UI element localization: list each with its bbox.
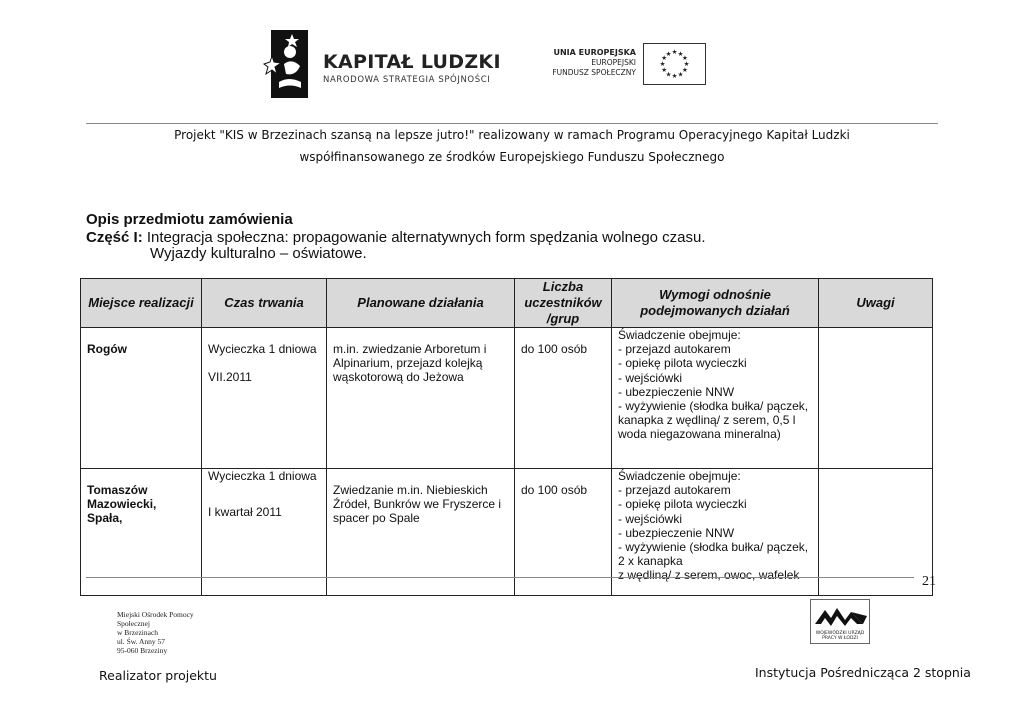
eu-star-icon: ★ xyxy=(671,49,678,57)
cell-activities: m.in. zwiedzanie Arboretum i Alpinarium, przejazd kolejką wąskotorową do Jeżowa xyxy=(327,328,515,469)
kapital-ludzki-title: KAPITAŁ LUDZKI xyxy=(323,51,501,73)
col-header-location: Miejsce realizacji xyxy=(81,279,202,328)
duration-date: VII.2011 xyxy=(208,370,252,385)
part-subtitle: Wyjazdy kulturalno – oświatowe. xyxy=(150,245,367,262)
eu-star-icon: ★ xyxy=(661,67,668,75)
col-header-participants: Liczba uczestników /grup xyxy=(515,279,612,328)
requirement-line: - ubezpieczenie NNW xyxy=(618,525,735,540)
footer-divider xyxy=(86,577,914,578)
eu-label-line-2: EUROPEJSKI xyxy=(591,58,636,67)
cell-activities: Zwiedzanie m.in. Niebieskich Źródeł, Bunkrów we Fryszerce i spacer po Spale xyxy=(327,469,515,596)
project-line-2: współfinansowanego ze środków Europejskiego Funduszu Społecznego xyxy=(299,150,725,164)
order-spec-table xyxy=(80,278,933,596)
cell-participants: do 100 osób xyxy=(515,469,612,596)
cell-location: Rogów xyxy=(81,328,202,469)
header-divider xyxy=(86,123,938,124)
footer-intermediary-label: Instytucja Pośrednicząca 2 stopnia xyxy=(755,665,971,680)
requirement-line: - wyżywienie (słodka bułka/ pączek, kanapka z wędliną/ z serem, 0,5 l woda niegazowana mineralna) xyxy=(618,399,809,442)
requirement-line: - ubezpieczenie NNW xyxy=(618,384,735,399)
part-label: Część I: xyxy=(86,229,143,246)
kapital-ludzki-subtitle: NARODOWA STRATEGIA SPÓJNOŚCI xyxy=(323,75,491,85)
page-number: 21 xyxy=(922,574,936,589)
requirement-line: - przejazd autokarem xyxy=(618,483,731,498)
kapital-ludzki-wordmark xyxy=(323,52,501,85)
duration-type: Wycieczka 1 dniowa xyxy=(208,342,317,356)
requirement-line: - opiekę pilota wycieczki xyxy=(618,497,747,512)
mops-line: ul. Św. Anny 57 xyxy=(117,637,166,646)
eu-star-icon: ★ xyxy=(681,67,688,75)
eu-star-icon: ★ xyxy=(665,71,672,79)
requirement-line: Świadczenie obejmuje: xyxy=(618,328,741,342)
mops-line: 95-060 Brzeziny xyxy=(117,646,168,655)
requirement-line: Świadczenie obejmuje: xyxy=(618,469,741,483)
section-title: Opis przedmiotu zamówienia xyxy=(86,211,293,228)
project-line-1: Projekt "KIS w Brzezinach szansą na lepsze jutro!" realizowany w ramach Programu Operacyjnego Kapitał Ludzki xyxy=(174,128,850,142)
part-text: Integracja społeczna: propagowanie alternatywnych form spędzania wolnego czasu. xyxy=(142,229,706,246)
kapital-ludzki-logo xyxy=(262,30,310,98)
eu-star-icon: ★ xyxy=(683,61,690,69)
eu-star-icon: ★ xyxy=(681,55,688,63)
mops-line: w Brzezinach xyxy=(117,628,159,637)
eu-star-icon: ★ xyxy=(671,73,678,81)
cell-location: Tomaszów Mazowiecki, Spała, xyxy=(81,469,202,596)
mops-line: Miejski Ośrodek Pomocy xyxy=(117,610,194,619)
eu-star-icon: ★ xyxy=(659,61,666,69)
table-row xyxy=(81,328,933,469)
requirement-line: z wędliną/ z serem, owoc, wafelek xyxy=(618,568,800,583)
requirement-line: - wejściówki xyxy=(618,511,683,526)
requirement-line: - przejazd autokarem xyxy=(618,342,731,357)
eu-star-icon: ★ xyxy=(661,55,668,63)
duration-type: Wycieczka 1 dniowa xyxy=(208,469,317,483)
requirement-line: - wyżywienie (słodka bułka/ pączek, 2 x kanapka xyxy=(618,540,809,569)
mops-line: Społecznej xyxy=(117,619,150,628)
eu-label-line-1: UNIA EUROPEJSKA xyxy=(553,48,636,57)
cell-notes xyxy=(819,328,933,469)
duration-date: I kwartał 2011 xyxy=(208,505,282,520)
footer-implementer-label: Realizator projektu xyxy=(99,668,217,683)
requirement-line: - wejściówki xyxy=(618,370,683,385)
wup-caption: WOJEWÓDZKI URZĄD PRACY W ŁODZI xyxy=(815,631,865,641)
col-header-notes: Uwagi xyxy=(819,279,933,328)
col-header-requirements: Wymogi odnośnie podejmowanych działań xyxy=(612,279,819,328)
eu-fund-label xyxy=(528,48,636,78)
cell-requirements xyxy=(612,328,819,469)
table-header-row xyxy=(81,279,933,328)
eu-star-icon: ★ xyxy=(665,50,672,58)
col-header-activities: Planowane działania xyxy=(327,279,515,328)
eu-label-line-3: FUNDUSZ SPOŁECZNY xyxy=(552,68,636,77)
cell-participants: do 100 osób xyxy=(515,328,612,469)
cell-duration xyxy=(202,328,327,469)
wup-lodz-logo xyxy=(810,599,870,644)
eu-star-icon: ★ xyxy=(677,50,684,58)
requirement-line: - opiekę pilota wycieczki xyxy=(618,356,747,371)
eu-star-icon: ★ xyxy=(677,71,684,79)
col-header-duration: Czas trwania xyxy=(202,279,327,328)
eu-flag-icon xyxy=(643,43,706,85)
mops-stamp xyxy=(117,610,194,655)
part-heading xyxy=(86,229,706,246)
